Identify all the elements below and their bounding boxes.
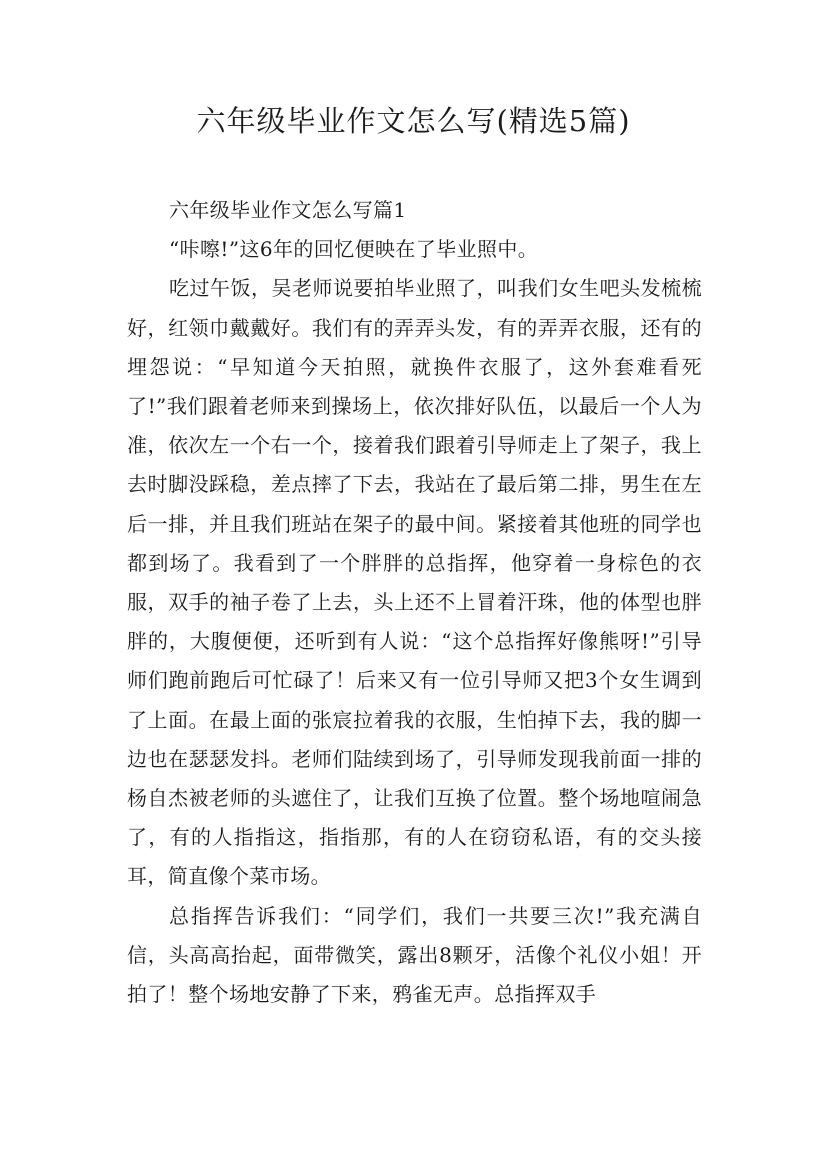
paragraph: “咔嚓!”这6年的回忆便映在了毕业照中。	[169, 237, 539, 262]
paragraph: 吃过午饭，吴老师说要拍毕业照了，叫我们女生吧头发梳梳好，红领巾戴戴好。我们有的弄弄头发，有的弄弄衣服，还有的埋怨说：“早知道今天拍照，就换件衣服了，这外套难看死了!”我们跟着老师来到操场上，依次排好队伍，以最后一个人为准，依次左一个右一个，接着我们跟着引导师走上了架子，我上去时脚没踩稳，差点摔了下去，我站在了最后第二排，男生在左后一排，并且我们班站在架子的最中间。紧接着其他班的同学也都到场了。我看到了一个胖胖的总指挥，他穿着一身棕色的衣服，双手的袖子卷了上去，头上还不上冒着汗珠，他的体型也胖胖的，大腹便便，还听到有人说：“这个总指挥好像熊呀!”引导师们跑前跑后可忙碌了！后来又有一位引导师又把3个女生调到了上面。在最上面的张宸拉着我的衣服，生怕掉下去，我的脚一边也在瑟瑟发抖。老师们陆续到场了，引导师发现我前面一排的杨自杰被老师的头遮住了，让我们互换了位置。整个场地喧闹急了，有的人指指这，指指那，有的人在窃窃私语，有的交头接耳，简直像个菜市场。	[127, 276, 702, 889]
document-title: 六年级毕业作文怎么写(精选5篇)	[196, 104, 631, 138]
document-body	[127, 191, 702, 1014]
section-heading: 六年级毕业作文怎么写篇1	[169, 198, 407, 222]
paragraph: 总指挥告诉我们：“同学们，我们一共要三次!”我充满自信，头高高抬起，面带微笑，露出8颗牙，活像个礼仪小姐！开拍了！整个场地安静了下来，鸦雀无声。总指挥双手	[127, 903, 702, 1007]
